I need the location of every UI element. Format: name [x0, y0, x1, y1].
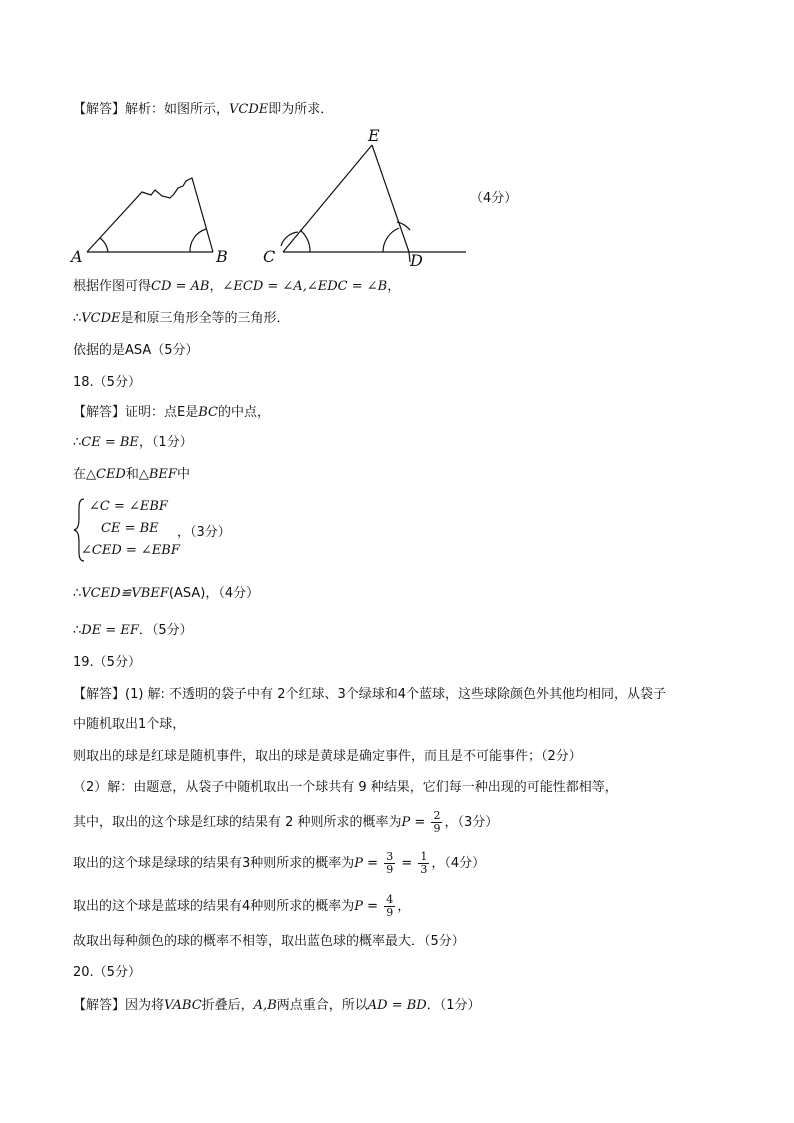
label-b: B — [216, 247, 228, 266]
p18-header: 18.（5分） — [73, 375, 141, 390]
p18-line-5: ∴DE = EF．（5分） — [73, 623, 193, 638]
label-e: E — [368, 126, 380, 145]
p19-line-1: 【解答】(1) 解: 不透明的袋子中有 2个红球、3个绿球和4个蓝球，这些球除颜色外其他均相同，从袋子 — [73, 687, 667, 702]
condition-3: ∠CED = ∠EBF — [81, 543, 180, 558]
p18-line-4: ∴VCED≌VBEF(ASA)，（4分） — [73, 586, 260, 601]
p19-line-5: 其中，取出的这个球是红球的结果有 2 种则所求的概率为P = $\frac{2}{9}$ ，（3分） — [73, 809, 499, 835]
p17-line-2: 根据作图可得CD = AB，∠ECD = ∠A,∠EDC = ∠B， — [73, 279, 401, 294]
constructed-triangle — [281, 145, 466, 262]
torn-triangle — [87, 178, 213, 252]
triangle-construction-figure — [0, 0, 794, 280]
torn-edge — [87, 178, 213, 252]
fraction-2-9: $\frac{2}{9}$ — [433, 809, 441, 835]
condition-2: CE = BE — [101, 521, 159, 536]
fraction-3-9: $\frac{3}{9}$ — [386, 850, 394, 876]
p19-line-6: 取出的这个球是绿球的结果有3种则所求的概率为P = $\frac{3}{9}$ = $\frac{1}{3}$ ，（4分） — [73, 850, 486, 876]
arc-angle-a — [100, 238, 108, 252]
condition-score: ，（3分） — [177, 525, 231, 540]
segment-ce — [283, 145, 372, 252]
p19-line-3: 则取出的球是红球是随机事件，取出的球是黄球是确定事件，而且是不可能事件；（2分） — [73, 749, 582, 764]
p20-line-1: 【解答】因为将VABC折叠后，A,B两点重合，所以AD = BD．（1分） — [73, 998, 481, 1013]
p17-line-3: ∴VCDE是和原三角形全等的三角形． — [73, 311, 290, 326]
p19-header: 19.（5分） — [73, 655, 141, 670]
segment-ed — [372, 145, 409, 252]
arc-angle-c — [300, 230, 310, 252]
p19-line-2: 中随机取出1个球， — [73, 717, 186, 732]
p18-line-3: 在△CED和△BEF中 — [73, 467, 190, 482]
label-d: D — [410, 251, 423, 270]
label-a: A — [71, 247, 83, 266]
fraction-4-9: $\frac{4}{9}$ — [386, 893, 394, 919]
p17-line-4: 依据的是ASA（5分） — [73, 343, 199, 358]
label-c: C — [263, 247, 276, 266]
p17-figure-score: （4分） — [470, 191, 518, 206]
fraction-1-3: $\frac{1}{3}$ — [420, 850, 428, 876]
arc-angle-d — [383, 228, 399, 252]
p18-line-2: ∴CE = BE，（1分） — [73, 435, 193, 450]
arc-angle-b — [190, 229, 206, 252]
p19-line-8: 故取出每种颜色的球的概率不相等，取出蓝色球的概率最大．（5分） — [73, 934, 465, 949]
p18-line-1: 【解答】证明：点E是BC的中点， — [73, 405, 270, 420]
p20-header: 20.（5分） — [73, 965, 141, 980]
p19-line-7: 取出的这个球是蓝球的结果有4种则所求的概率为P = $\frac{4}{9}$ ， — [73, 893, 411, 919]
p17-line-1: 【解答】解析：如图所示，VCDE即为所求． — [73, 102, 334, 117]
p18-conditions-system — [73, 497, 293, 563]
p19-line-4: （2）解：由题意，从袋子中随机取出一个球共有 9 种结果，它们每一种出现的可能性都相等， — [73, 780, 618, 795]
triangle-cde: VCDE — [229, 102, 269, 117]
condition-1: ∠C = ∠EBF — [89, 499, 168, 514]
